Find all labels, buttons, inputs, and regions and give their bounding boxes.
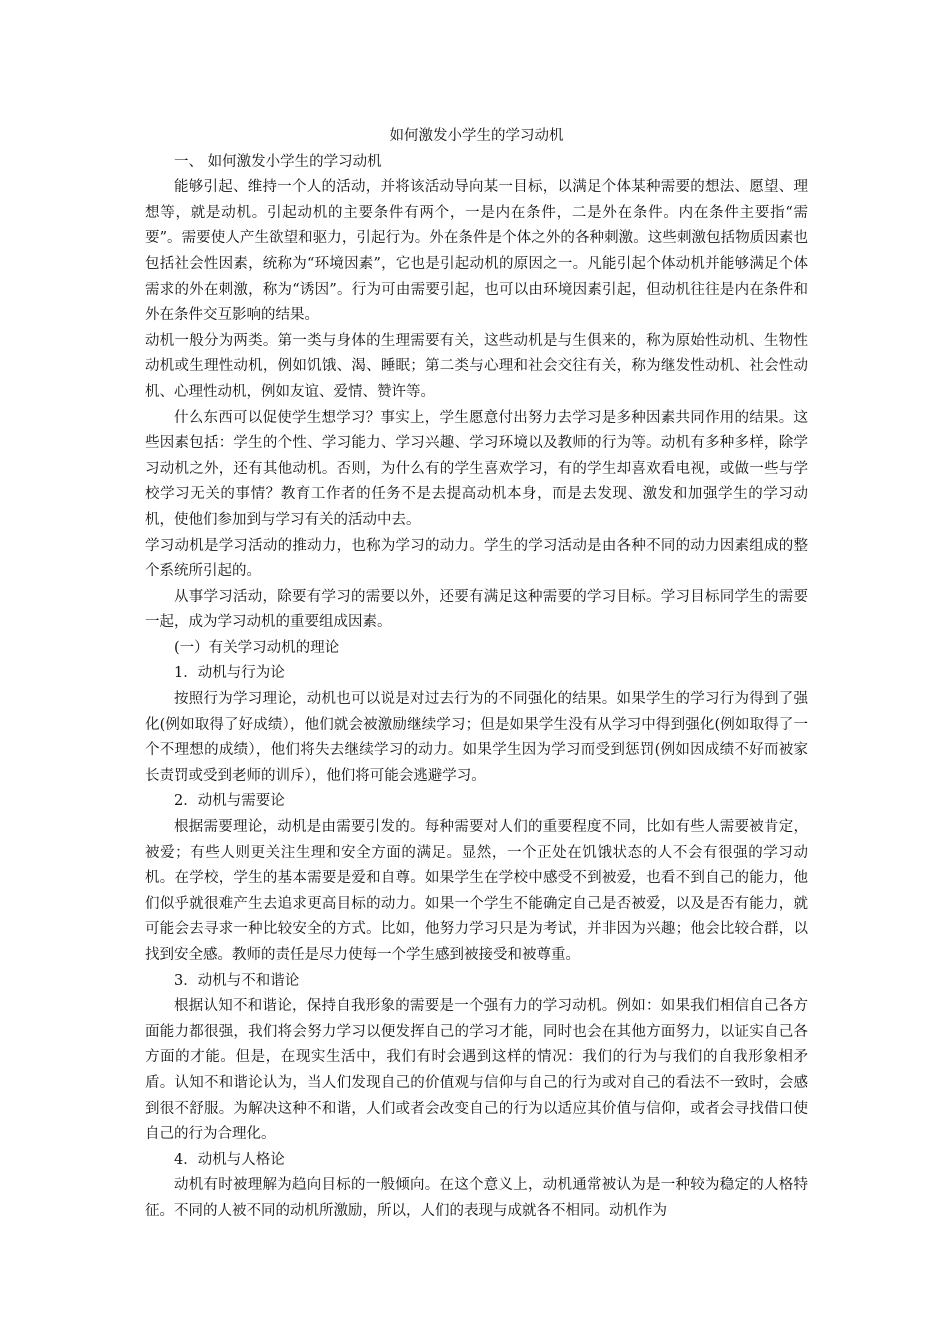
paragraph: 按照行为学习理论，动机也可以说是对过去行为的不同强化的结果。如果学生的学习行为得到了强化(例如取得了好成绩），他们就会被激励继续学习；但是如果学生没有从学习中得到强化(例如取得了一个不理想的成绩），他们将失去继续学习的动力。如果学生因为学习而受到惩罚(例如因成绩不好而被家长责罚或受到老师的训斥），他们将可能会逃避学习。 <box>145 691 808 784</box>
document-title: 如何激发小学生的学习动机 <box>389 128 564 144</box>
paragraph: 动机有时被理解为趋向目标的一般倾向。在这个意义上，动机通常被认为是一种较为稳定的人格特征。不同的人被不同的动机所激励，所以，人们的表现与成就各不相同。动机作为 <box>145 1177 808 1219</box>
section-heading: 一、 如何激发小学生的学习动机 <box>174 153 382 170</box>
document-page <box>145 124 808 1225</box>
paragraph: 能够引起、维持一个人的活动，并将该活动导向某一目标，以满足个体某种需要的想法、愿望、理想等，就是动机。引起动机的主要条件有两个，一是内在条件，二是外在条件。内在条件主要指“需要”。需要使人产生欲望和驱力，引起行为。外在条件是个体之外的各种刺激。这些刺激包括物质因素也包括社会性因素，统称为“环境因素”，它也是引起动机的原因之一。凡能引起个体动机并能够满足个体需求的外在刺激，称为“诱因”。行为可由需要引起，也可以由环境因素引起，但动机往往是内在条件和外在条件交互影响的结果。 <box>145 179 808 324</box>
paragraph: 学习动机是学习活动的推动力，也称为学习的动力。学生的学习活动是由各种不同的动力因素组成的整个系统所引起的。 <box>145 537 808 580</box>
subsection-heading: 4．动机与人格论 <box>174 1151 285 1168</box>
paragraph: 根据需要理论，动机是由需要引发的。每种需要对人们的重要程度不同，比如有些人需要被肯定，被爱；有些人则更关注生理和安全方面的满足。显然，一个正处在饥饿状态的人不会有很强的学习动机。在学校，学生的基本需要是爱和自尊。如果学生在学校中感受不到被爱，也看不到自己的能力，他们似乎就很难产生去追求更高目标的动力。如果一个学生不能确定自己是否被爱，以及是否有能力，就可能会去寻求一种比较安全的方式。比如，他努力学习只是为考试，并非因为兴趣；他会比较合群，以找到安全感。教师的责任是尽力使每一个学生感到被接受和被尊重。 <box>145 819 808 963</box>
paragraph: 从事学习活动，除要有学习的需要以外，还要有满足这种需要的学习目标。学习目标同学生的需要一起，成为学习动机的重要组成因素。 <box>145 588 808 631</box>
paragraph: 什么东西可以促使学生想学习？事实上，学生愿意付出努力去学习是多种因素共同作用的结果。这些因素包括：学生的个性、学习能力、学习兴趣、学习环境以及教师的行为等。动机有多种多样，除学习动机之外，还有其他动机。否则，为什么有的学生喜欢学习，有的学生却喜欢看电视，或做一些与学校学习无关的事情？教育工作者的任务不是去提高动机本身，而是去发现、激发和加强学生的学习动机，使他们参加到与学习有关的活动中去。 <box>145 409 808 528</box>
subsection-heading: 1．动机与行为论 <box>174 665 285 682</box>
subsection-heading: 2．动机与需要论 <box>174 793 285 810</box>
section-heading: (一）有关学习动机的理论 <box>174 639 340 656</box>
paragraph: 根据认知不和谐论，保持自我形象的需要是一个强有力的学习动机。例如：如果我们相信自己各方面能力都很强，我们将会努力学习以便发挥自己的学习才能，同时也会在其他方面努力，以证实自己各方面的才能。但是，在现实生活中，我们有时会遇到这样的情况：我们的行为与我们的自我形象相矛盾。认知不和谐论认为，当人们发现自己的价值观与信仰与自己的行为或对自己的看法不一致时，会感到很不舒服。为解决这种不和谐，人们或者会改变自己的行为以适应其价值与信仰，或者会寻找借口使自己的行为合理化。 <box>145 998 808 1143</box>
paragraph: 动机一般分为两类。第一类与身体的生理需要有关，这些动机是与生俱来的，称为原始性动机、生物性动机或生理性动机，例如饥饿、渴、睡眠；第二类与心理和社会交往有关，称为继发性动机、社会性动机、心理性动机，例如友谊、爱情、赞许等。 <box>145 332 808 400</box>
subsection-heading: 3．动机与不和谐论 <box>174 972 300 989</box>
